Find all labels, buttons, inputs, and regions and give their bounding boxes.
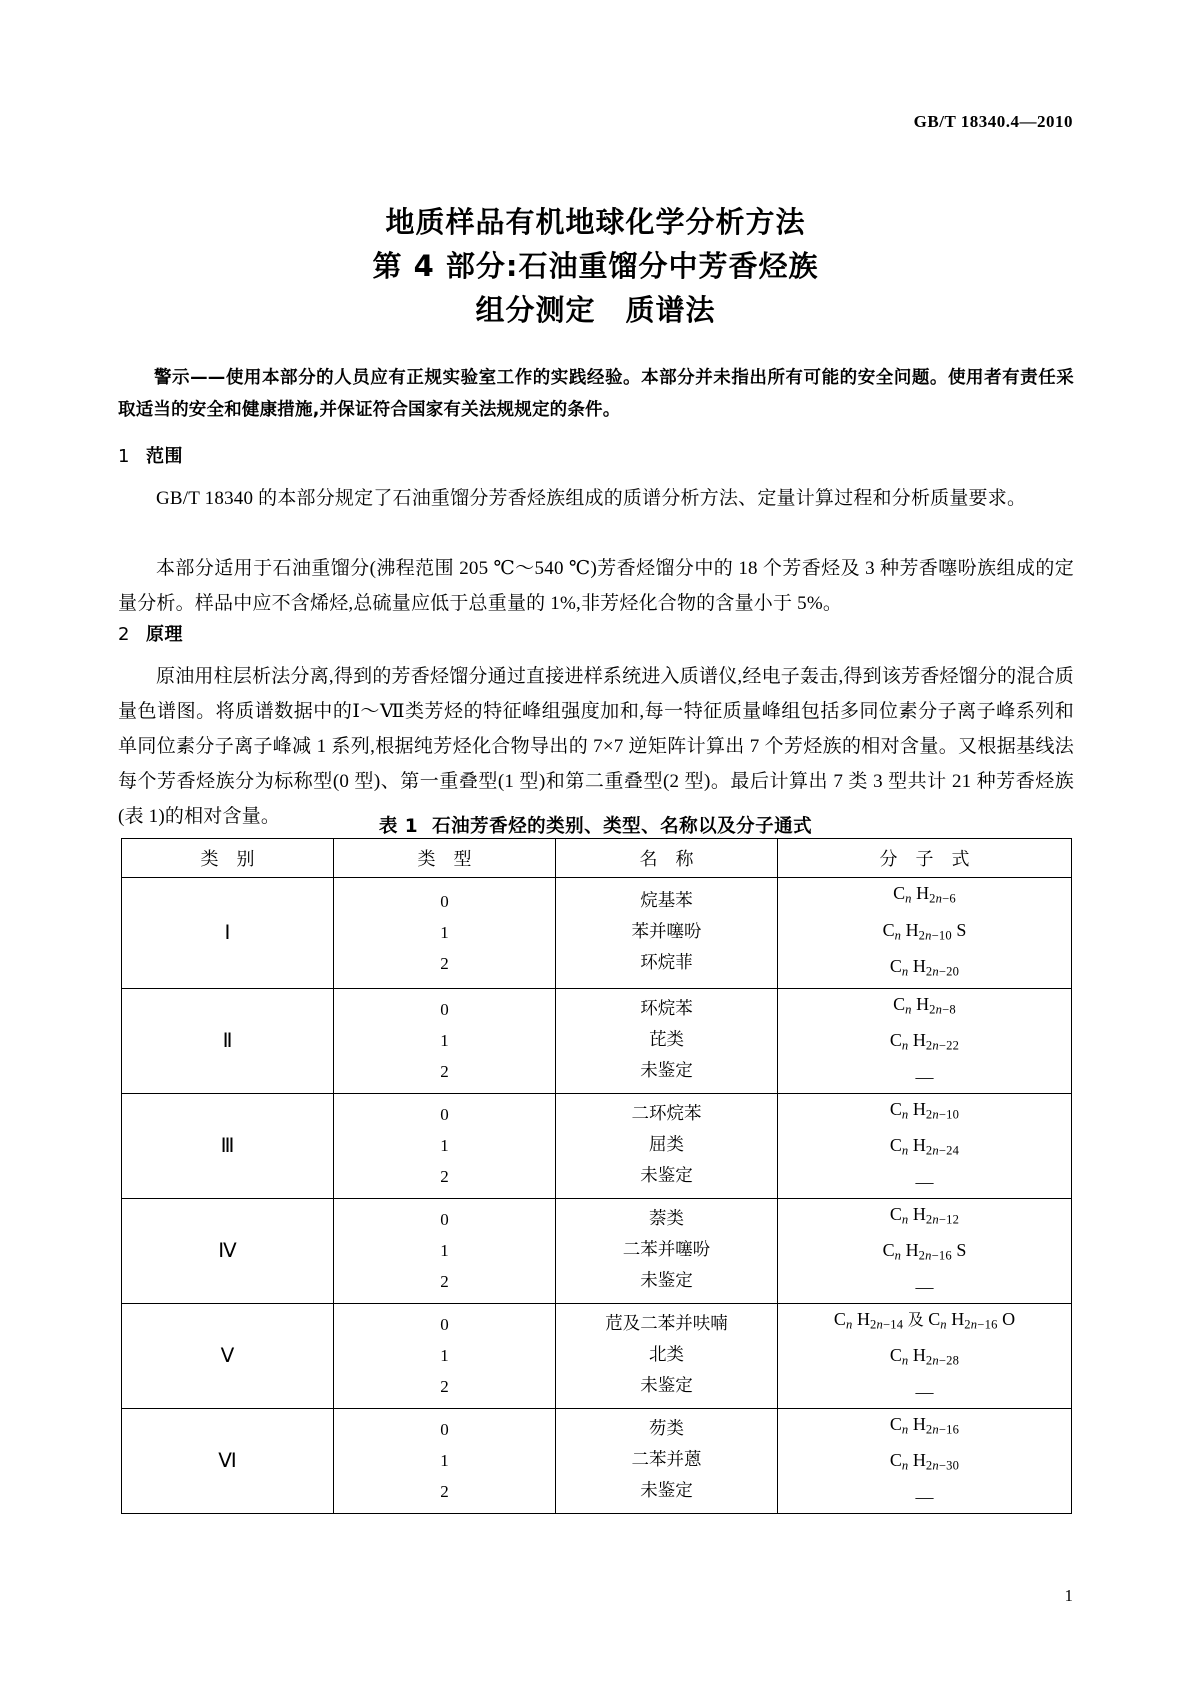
table-row — [122, 1198, 1072, 1303]
formula-cell — [778, 1408, 1072, 1513]
formula-value: $C_n$ $H_{2n-12}$ — [889, 1203, 960, 1227]
type-value: 0 — [440, 1105, 449, 1125]
formula-value: $C_n$ $H_{2n-16}$ — [889, 1413, 960, 1437]
page-number: 1 — [1064, 1586, 1073, 1605]
formula-value: — — [915, 1381, 934, 1402]
table-header-row — [122, 839, 1072, 878]
category-cell: Ⅰ — [122, 878, 334, 989]
formula-value: $C_n$ $H_{2n-20}$ — [889, 956, 960, 979]
name-value: 芴类 — [649, 1419, 684, 1440]
type-value: 1 — [440, 1241, 449, 1261]
formula-value: $C_n$ $H_{2n-30}$ — [889, 1450, 960, 1473]
section-2-paragraph-1: 原油用柱层析法分离,得到的芳香烃馏分通过直接进样系统进入质谱仪,经电子轰击,得到该芳香烃馏分的混合质量色谱图。将质谱数据中的Ⅰ～Ⅶ类芳烃的特征峰组强度加和,每一特征质量峰组包括多同位素分子离子峰系列和单同位素分子离子峰减 1 系列,根据纯芳烃化合物导出的 7×7 逆矩阵计算出 7 个芳烃族的相对含量。又根据基线法每个芳香烃族分为标称型(0 型)、第一重叠型(1 型)和第二重叠型(2 型)。最后计算出 7 类 3 型共计 21 种芳香烃族(表 1)的相对含量。 — [118, 666, 1074, 827]
type-cell — [334, 878, 556, 989]
type-cell — [334, 1303, 556, 1408]
category-cell: Ⅱ — [122, 988, 334, 1093]
name-value: 未鉴定 — [640, 1271, 693, 1292]
table-row — [122, 1303, 1072, 1408]
name-cell — [556, 878, 778, 989]
table-row — [122, 1408, 1072, 1513]
type-value: 0 — [440, 1315, 449, 1335]
formula-value: $C_n$ $H_{2n-6}$ — [893, 883, 956, 906]
category-cell: Ⅴ — [122, 1303, 334, 1408]
name-value: 北类 — [649, 1345, 684, 1366]
section-heading-1 — [118, 442, 183, 468]
type-value: 2 — [440, 1377, 449, 1397]
table-caption-text: 石油芳香烃的类别、类型、名称以及分子通式 — [432, 816, 813, 837]
type-value: 1 — [440, 923, 449, 943]
name-value: 苊及二苯并呋喃 — [605, 1314, 728, 1335]
name-value: 屈类 — [649, 1135, 684, 1156]
category-cell: Ⅲ — [122, 1093, 334, 1198]
table-row — [122, 988, 1072, 1093]
name-value: 未鉴定 — [640, 1061, 693, 1082]
formula-value: $C_n$ $H_{2n-10}$ S — [882, 919, 967, 943]
type-value: 2 — [440, 1482, 449, 1502]
type-value: 1 — [440, 1136, 449, 1156]
name-value: 萘类 — [649, 1209, 684, 1230]
name-value: 二苯并噻吩 — [622, 1240, 711, 1261]
formula-value: — — [915, 1276, 934, 1297]
type-value: 1 — [440, 1031, 449, 1051]
type-value: 1 — [440, 1346, 449, 1366]
title-line-1: 地质样品有机地球化学分析方法 — [385, 205, 806, 239]
table-body — [122, 878, 1072, 1514]
title-line-2: 第 4 部分:石油重馏分中芳香烃族 — [372, 249, 819, 283]
name-value: 苯并噻吩 — [631, 922, 702, 943]
table-row — [122, 878, 1072, 989]
formula-value: — — [915, 1066, 934, 1087]
name-value: 芘类 — [649, 1030, 684, 1051]
aromatic-hydrocarbon-table — [121, 838, 1072, 1514]
formula-value: $C_n$ $H_{2n-28}$ — [889, 1345, 960, 1368]
formula-value: — — [915, 1171, 934, 1192]
formula-cell — [778, 878, 1072, 989]
type-cell — [334, 1198, 556, 1303]
table-caption-label: 表 1 — [378, 816, 419, 837]
formula-value: $C_n$ $H_{2n-24}$ — [889, 1135, 960, 1158]
name-value: 未鉴定 — [640, 1376, 693, 1397]
column-header-formula: 分 子 式 — [778, 839, 1072, 878]
standard-number: GB/T 18340.4—2010 — [913, 112, 1073, 131]
name-value: 未鉴定 — [640, 1166, 693, 1187]
section-2-number: 2 — [118, 624, 130, 645]
name-cell — [556, 1093, 778, 1198]
formula-value: $C_n$ $H_{2n-22}$ — [889, 1030, 960, 1053]
type-value: 2 — [440, 1272, 449, 1292]
type-value: 0 — [440, 892, 449, 912]
formula-value: $C_n$ $H_{2n-14}$ 及 $C_n$ $H_{2n-16}$ O — [833, 1308, 1016, 1332]
formula-value: — — [915, 1486, 934, 1507]
name-cell — [556, 1408, 778, 1513]
formula-cell — [778, 988, 1072, 1093]
formula-cell — [778, 1093, 1072, 1198]
category-cell: Ⅵ — [122, 1408, 334, 1513]
section-1-title: 范围 — [145, 446, 183, 467]
type-value: 1 — [440, 1451, 449, 1471]
name-value: 二苯并蒽 — [631, 1450, 702, 1471]
type-value: 2 — [440, 1062, 449, 1082]
name-value: 未鉴定 — [640, 1481, 693, 1502]
type-cell — [334, 1093, 556, 1198]
type-value: 0 — [440, 1210, 449, 1230]
formula-cell — [778, 1303, 1072, 1408]
type-value: 2 — [440, 954, 449, 974]
name-value: 环烷菲 — [640, 953, 693, 974]
type-value: 0 — [440, 1420, 449, 1440]
table-caption — [0, 812, 1191, 838]
column-header-name: 名 称 — [556, 839, 778, 878]
formula-cell — [778, 1198, 1072, 1303]
name-value: 二环烷苯 — [631, 1104, 702, 1125]
name-cell — [556, 1303, 778, 1408]
section-1-paragraph-1: GB/T 18340 的本部分规定了石油重馏分芳香烃族组成的质谱分析方法、定量计算过程和分析质量要求。 — [156, 488, 1027, 509]
title-line-3: 组分测定 质谱法 — [475, 293, 716, 327]
type-cell — [334, 1408, 556, 1513]
category-cell: Ⅳ — [122, 1198, 334, 1303]
formula-value: $C_n$ $H_{2n-8}$ — [893, 993, 956, 1017]
type-cell — [334, 988, 556, 1093]
column-header-type: 类 型 — [334, 839, 556, 878]
name-value: 环烷苯 — [640, 999, 693, 1020]
section-1-number: 1 — [118, 446, 130, 467]
formula-value: $C_n$ $H_{2n-10}$ — [889, 1098, 960, 1122]
warning-notice: 警示——使用本部分的人员应有正规实验室工作的实践经验。本部分并未指出所有可能的安全问题。使用者有责任采取适当的安全和健康措施,并保证符合国家有关法规规定的条件。 — [118, 368, 1074, 420]
section-heading-2 — [118, 620, 183, 646]
formula-value: $C_n$ $H_{2n-16}$ S — [882, 1240, 967, 1263]
table-row — [122, 1093, 1072, 1198]
name-cell — [556, 988, 778, 1093]
name-cell — [556, 1198, 778, 1303]
name-value: 烷基苯 — [640, 891, 693, 912]
column-header-category: 类 别 — [122, 839, 334, 878]
section-2-title: 原理 — [145, 624, 183, 645]
type-value: 0 — [440, 1000, 449, 1020]
running-header — [914, 112, 1073, 132]
type-value: 2 — [440, 1167, 449, 1187]
section-1-paragraph-2: 本部分适用于石油重馏分(沸程范围 205 ℃～540 ℃)芳香烃馏分中的 18 个芳香烃及 3 种芳香噻吩族组成的定量分析。样品中应不含烯烃,总硫量应低于总重量的 1%,非芳烃化合物的含量小于 5%。 — [118, 558, 1074, 614]
page-title — [0, 200, 1191, 332]
